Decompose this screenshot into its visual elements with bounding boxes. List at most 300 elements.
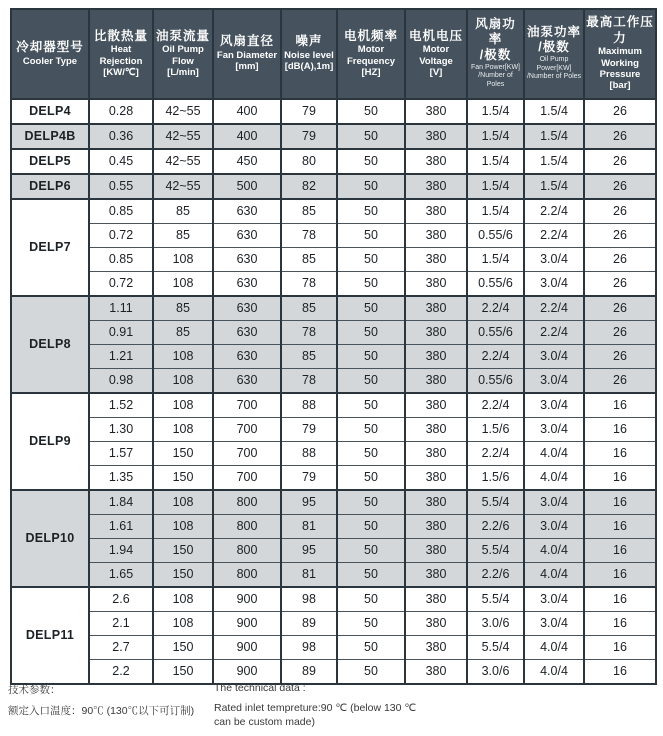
- value-cell-fan-diameter: 700: [213, 465, 281, 490]
- table-row-delp5-1: [11, 149, 656, 174]
- value-cell-motor-voltage: 380: [405, 635, 467, 659]
- value-cell-motor-voltage: 380: [405, 247, 467, 271]
- value-cell-fan-diameter: 900: [213, 611, 281, 635]
- column-header-line: Fan Diameter: [216, 49, 278, 61]
- value-cell-heat-rejection: 2.2: [89, 659, 153, 684]
- value-cell-heat-rejection: 0.91: [89, 320, 153, 344]
- value-cell-fan-power: 5.5/4: [467, 490, 524, 515]
- value-cell-motor-frequency: 50: [337, 490, 405, 515]
- value-cell-heat-rejection: 0.98: [89, 368, 153, 393]
- column-header-oil-pump-flow: [153, 9, 213, 99]
- value-cell-motor-voltage: 380: [405, 296, 467, 321]
- column-header-line: 比散热量: [93, 28, 148, 43]
- value-cell-motor-voltage: 380: [405, 223, 467, 247]
- value-cell-fan-diameter: 630: [213, 368, 281, 393]
- value-cell-heat-rejection: 0.85: [89, 247, 153, 271]
- value-cell-motor-voltage: 380: [405, 174, 467, 199]
- value-cell-oil-pump-power: 3.0/4: [524, 393, 584, 418]
- value-cell-fan-power: 3.0/6: [467, 611, 524, 635]
- value-cell-fan-diameter: 800: [213, 490, 281, 515]
- value-cell-motor-frequency: 50: [337, 393, 405, 418]
- column-header-cooler-type: [11, 9, 89, 99]
- value-cell-oil-pump-power: 3.0/4: [524, 514, 584, 538]
- value-cell-heat-rejection: 2.7: [89, 635, 153, 659]
- value-cell-max-pressure: 26: [584, 124, 656, 149]
- value-cell-oil-pump-flow: 150: [153, 635, 213, 659]
- value-cell-oil-pump-power: 4.0/4: [524, 441, 584, 465]
- value-cell-fan-power: 2.2/4: [467, 441, 524, 465]
- value-cell-noise-level: 79: [281, 417, 337, 441]
- table-row-delp10-3: [11, 538, 656, 562]
- value-cell-fan-diameter: 630: [213, 344, 281, 368]
- value-cell-max-pressure: 16: [584, 393, 656, 418]
- value-cell-fan-diameter: 800: [213, 562, 281, 587]
- value-cell-max-pressure: 26: [584, 271, 656, 296]
- value-cell-fan-diameter: 800: [213, 514, 281, 538]
- value-cell-motor-voltage: 380: [405, 368, 467, 393]
- value-cell-motor-frequency: 50: [337, 271, 405, 296]
- value-cell-oil-pump-power: 1.5/4: [524, 124, 584, 149]
- column-header-line: [HZ]: [361, 66, 381, 78]
- value-cell-noise-level: 78: [281, 271, 337, 296]
- value-cell-noise-level: 85: [281, 247, 337, 271]
- model-cell-delp4b: DELP4B: [11, 124, 89, 149]
- footer-en-line: Rated inlet tempreture:90 ℃ (below 130 ℃ can be custom made): [214, 702, 417, 728]
- value-cell-noise-level: 85: [281, 199, 337, 224]
- column-header-line: /Number of Poles: [526, 73, 582, 81]
- value-cell-fan-power: 0.55/6: [467, 271, 524, 296]
- value-cell-motor-voltage: 380: [405, 514, 467, 538]
- table-header-row: [11, 9, 656, 99]
- column-header-line: Maximum: [598, 46, 642, 58]
- value-cell-fan-diameter: 630: [213, 247, 281, 271]
- table-row-delp9-2: [11, 417, 656, 441]
- column-header-line: Motor Voltage: [419, 44, 453, 67]
- value-cell-motor-frequency: 50: [337, 538, 405, 562]
- value-cell-noise-level: 89: [281, 659, 337, 684]
- value-cell-max-pressure: 26: [584, 344, 656, 368]
- column-header-line: 电机电压: [408, 28, 463, 43]
- value-cell-heat-rejection: 1.11: [89, 296, 153, 321]
- value-cell-fan-power: 2.2/4: [467, 296, 524, 321]
- value-cell-motor-voltage: 380: [405, 199, 467, 224]
- value-cell-oil-pump-flow: 108: [153, 271, 213, 296]
- value-cell-noise-level: 89: [281, 611, 337, 635]
- table-row-delp11-2: [11, 611, 656, 635]
- value-cell-max-pressure: 16: [584, 659, 656, 684]
- column-header-max-pressure: [584, 9, 656, 99]
- footer-notes: [8, 682, 656, 729]
- value-cell-fan-power: 5.5/4: [467, 587, 524, 612]
- value-cell-motor-frequency: 50: [337, 465, 405, 490]
- value-cell-fan-diameter: 630: [213, 296, 281, 321]
- value-cell-heat-rejection: 0.36: [89, 124, 153, 149]
- value-cell-oil-pump-flow: 150: [153, 562, 213, 587]
- model-cell-delp9: DELP9: [11, 393, 89, 490]
- value-cell-noise-level: 95: [281, 490, 337, 515]
- value-cell-fan-power: 0.55/6: [467, 368, 524, 393]
- value-cell-fan-power: 0.55/6: [467, 320, 524, 344]
- value-cell-noise-level: 78: [281, 223, 337, 247]
- value-cell-max-pressure: 16: [584, 514, 656, 538]
- column-header-heat-rejection: [89, 9, 153, 99]
- column-header-oil-pump-power: [524, 9, 584, 99]
- value-cell-fan-power: 1.5/4: [467, 247, 524, 271]
- value-cell-oil-pump-flow: 108: [153, 490, 213, 515]
- column-header-line: Oil Pump: [162, 44, 204, 56]
- value-cell-heat-rejection: 0.28: [89, 99, 153, 124]
- column-header-line: 最高工作压力: [586, 15, 654, 45]
- value-cell-oil-pump-flow: 108: [153, 393, 213, 418]
- value-cell-oil-pump-flow: 42~55: [153, 99, 213, 124]
- value-cell-motor-voltage: 380: [405, 149, 467, 174]
- table-row-delp11-4: [11, 659, 656, 684]
- value-cell-oil-pump-flow: 85: [153, 223, 213, 247]
- value-cell-fan-diameter: 400: [213, 99, 281, 124]
- value-cell-oil-pump-power: 2.2/4: [524, 296, 584, 321]
- model-cell-delp8: DELP8: [11, 296, 89, 393]
- value-cell-motor-frequency: 50: [337, 441, 405, 465]
- value-cell-noise-level: 98: [281, 587, 337, 612]
- value-cell-noise-level: 79: [281, 124, 337, 149]
- column-header-line: /极数: [538, 40, 570, 55]
- value-cell-heat-rejection: 1.35: [89, 465, 153, 490]
- value-cell-noise-level: 80: [281, 149, 337, 174]
- value-cell-motor-frequency: 50: [337, 199, 405, 224]
- value-cell-noise-level: 78: [281, 320, 337, 344]
- value-cell-motor-frequency: 50: [337, 368, 405, 393]
- value-cell-noise-level: 81: [281, 514, 337, 538]
- value-cell-fan-diameter: 500: [213, 174, 281, 199]
- value-cell-fan-diameter: 450: [213, 149, 281, 174]
- value-cell-noise-level: 88: [281, 393, 337, 418]
- value-cell-oil-pump-power: 3.0/4: [524, 417, 584, 441]
- value-cell-max-pressure: 16: [584, 635, 656, 659]
- value-cell-oil-pump-power: 4.0/4: [524, 562, 584, 587]
- value-cell-fan-diameter: 900: [213, 659, 281, 684]
- table-row-delp8-1: [11, 296, 656, 321]
- table-row-delp10-4: [11, 562, 656, 587]
- value-cell-noise-level: 85: [281, 344, 337, 368]
- value-cell-motor-voltage: 380: [405, 490, 467, 515]
- value-cell-oil-pump-flow: 108: [153, 247, 213, 271]
- value-cell-fan-diameter: 700: [213, 417, 281, 441]
- value-cell-oil-pump-power: 3.0/4: [524, 271, 584, 296]
- value-cell-oil-pump-power: 2.2/4: [524, 320, 584, 344]
- value-cell-motor-voltage: 380: [405, 271, 467, 296]
- table-row-delp4b-1: [11, 124, 656, 149]
- value-cell-fan-diameter: 400: [213, 124, 281, 149]
- column-header-line: Cooler Type: [22, 55, 78, 67]
- model-cell-delp7: DELP7: [11, 199, 89, 296]
- value-cell-heat-rejection: 1.61: [89, 514, 153, 538]
- value-cell-oil-pump-flow: 85: [153, 296, 213, 321]
- value-cell-max-pressure: 26: [584, 223, 656, 247]
- value-cell-fan-diameter: 800: [213, 538, 281, 562]
- footer-en-title: The technical data :: [214, 682, 306, 694]
- value-cell-heat-rejection: 1.30: [89, 417, 153, 441]
- value-cell-noise-level: 82: [281, 174, 337, 199]
- value-cell-fan-power: 1.5/4: [467, 99, 524, 124]
- value-cell-max-pressure: 26: [584, 320, 656, 344]
- value-cell-heat-rejection: 0.85: [89, 199, 153, 224]
- value-cell-noise-level: 95: [281, 538, 337, 562]
- value-cell-oil-pump-flow: 42~55: [153, 174, 213, 199]
- model-cell-delp4: DELP4: [11, 99, 89, 124]
- table-row-delp10-2: [11, 514, 656, 538]
- value-cell-fan-power: 3.0/6: [467, 659, 524, 684]
- value-cell-heat-rejection: 1.57: [89, 441, 153, 465]
- value-cell-max-pressure: 26: [584, 247, 656, 271]
- value-cell-fan-diameter: 630: [213, 271, 281, 296]
- column-header-line: [V]: [429, 66, 443, 78]
- value-cell-oil-pump-power: 4.0/4: [524, 465, 584, 490]
- table-row-delp7-4: [11, 271, 656, 296]
- model-cell-delp5: DELP5: [11, 149, 89, 174]
- value-cell-motor-voltage: 380: [405, 441, 467, 465]
- value-cell-oil-pump-flow: 42~55: [153, 124, 213, 149]
- column-header-line: /Number of Poles: [478, 72, 513, 89]
- value-cell-motor-frequency: 50: [337, 247, 405, 271]
- value-cell-max-pressure: 26: [584, 199, 656, 224]
- value-cell-oil-pump-flow: 85: [153, 320, 213, 344]
- value-cell-noise-level: 88: [281, 441, 337, 465]
- footer-cn-line: 额定入口温度：90℃ (130℃以下可订制): [8, 705, 195, 717]
- value-cell-max-pressure: 26: [584, 149, 656, 174]
- footer-chinese-notes: [8, 682, 208, 718]
- value-cell-fan-power: 2.2/6: [467, 514, 524, 538]
- value-cell-oil-pump-power: 1.5/4: [524, 174, 584, 199]
- value-cell-fan-diameter: 700: [213, 441, 281, 465]
- value-cell-motor-frequency: 50: [337, 417, 405, 441]
- value-cell-oil-pump-power: 4.0/4: [524, 659, 584, 684]
- table-row-delp8-4: [11, 368, 656, 393]
- table-row-delp10-1: [11, 490, 656, 515]
- value-cell-motor-frequency: 50: [337, 635, 405, 659]
- column-header-line: Working Pressure: [599, 57, 641, 81]
- value-cell-noise-level: 79: [281, 465, 337, 490]
- value-cell-motor-frequency: 50: [337, 659, 405, 684]
- value-cell-fan-diameter: 630: [213, 223, 281, 247]
- column-header-line: Noise level: [284, 49, 334, 61]
- value-cell-motor-frequency: 50: [337, 174, 405, 199]
- value-cell-motor-voltage: 380: [405, 587, 467, 612]
- value-cell-max-pressure: 26: [584, 99, 656, 124]
- value-cell-oil-pump-power: 2.2/4: [524, 223, 584, 247]
- value-cell-noise-level: 78: [281, 368, 337, 393]
- table-row-delp7-1: [11, 199, 656, 224]
- value-cell-fan-power: 2.2/4: [467, 344, 524, 368]
- column-header-motor-frequency: [337, 9, 405, 99]
- value-cell-oil-pump-flow: 150: [153, 441, 213, 465]
- table-row-delp8-2: [11, 320, 656, 344]
- value-cell-motor-voltage: 380: [405, 393, 467, 418]
- value-cell-oil-pump-flow: 108: [153, 611, 213, 635]
- value-cell-fan-power: 0.55/6: [467, 223, 524, 247]
- column-header-line: Fan Power[KW]: [470, 63, 520, 71]
- value-cell-fan-power: 1.5/6: [467, 417, 524, 441]
- column-header-line: /极数: [479, 48, 512, 63]
- value-cell-oil-pump-power: 4.0/4: [524, 538, 584, 562]
- value-cell-fan-power: 1.5/4: [467, 174, 524, 199]
- model-cell-delp10: DELP10: [11, 490, 89, 587]
- value-cell-noise-level: 79: [281, 99, 337, 124]
- value-cell-fan-power: 5.5/4: [467, 635, 524, 659]
- value-cell-fan-power: 1.5/4: [467, 149, 524, 174]
- column-header-line: [KW/℃]: [103, 66, 139, 78]
- value-cell-motor-frequency: 50: [337, 149, 405, 174]
- value-cell-max-pressure: 26: [584, 368, 656, 393]
- value-cell-heat-rejection: 2.1: [89, 611, 153, 635]
- value-cell-fan-power: 5.5/4: [467, 538, 524, 562]
- value-cell-oil-pump-power: 3.0/4: [524, 611, 584, 635]
- value-cell-oil-pump-flow: 150: [153, 465, 213, 490]
- value-cell-oil-pump-flow: 150: [153, 538, 213, 562]
- value-cell-max-pressure: 16: [584, 611, 656, 635]
- column-header-line: [mm]: [235, 61, 259, 73]
- value-cell-max-pressure: 16: [584, 562, 656, 587]
- value-cell-motor-frequency: 50: [337, 562, 405, 587]
- table-row-delp9-4: [11, 465, 656, 490]
- table-row-delp9-1: [11, 393, 656, 418]
- value-cell-heat-rejection: 1.65: [89, 562, 153, 587]
- column-header-line: [dB(A),1m]: [284, 61, 334, 73]
- value-cell-motor-voltage: 380: [405, 465, 467, 490]
- value-cell-oil-pump-flow: 42~55: [153, 149, 213, 174]
- value-cell-motor-frequency: 50: [337, 223, 405, 247]
- value-cell-max-pressure: 16: [584, 538, 656, 562]
- column-header-noise-level: [281, 9, 337, 99]
- table-row-delp8-3: [11, 344, 656, 368]
- table-row-delp11-1: [11, 587, 656, 612]
- value-cell-heat-rejection: 1.21: [89, 344, 153, 368]
- value-cell-fan-power: 2.2/4: [467, 393, 524, 418]
- value-cell-fan-power: 1.5/4: [467, 199, 524, 224]
- table-row-delp7-3: [11, 247, 656, 271]
- value-cell-heat-rejection: 1.52: [89, 393, 153, 418]
- value-cell-noise-level: 98: [281, 635, 337, 659]
- value-cell-oil-pump-power: 1.5/4: [524, 149, 584, 174]
- value-cell-motor-voltage: 380: [405, 124, 467, 149]
- value-cell-motor-voltage: 380: [405, 659, 467, 684]
- value-cell-heat-rejection: 1.94: [89, 538, 153, 562]
- value-cell-motor-frequency: 50: [337, 344, 405, 368]
- value-cell-oil-pump-flow: 108: [153, 514, 213, 538]
- value-cell-motor-frequency: 50: [337, 514, 405, 538]
- value-cell-max-pressure: 26: [584, 174, 656, 199]
- column-header-line: Oil Pump Power[KW]: [536, 55, 572, 72]
- value-cell-heat-rejection: 0.72: [89, 223, 153, 247]
- column-header-line: 风扇直径: [219, 34, 274, 49]
- value-cell-oil-pump-flow: 85: [153, 199, 213, 224]
- column-header-line: [bar]: [609, 80, 631, 92]
- table-row-delp9-3: [11, 441, 656, 465]
- value-cell-motor-frequency: 50: [337, 587, 405, 612]
- value-cell-max-pressure: 16: [584, 465, 656, 490]
- value-cell-fan-diameter: 630: [213, 320, 281, 344]
- column-header-line: 冷却器型号: [16, 39, 84, 54]
- model-cell-delp6: DELP6: [11, 174, 89, 199]
- value-cell-oil-pump-power: 3.0/4: [524, 344, 584, 368]
- column-header-fan-power: [467, 9, 524, 99]
- value-cell-oil-pump-power: 3.0/4: [524, 368, 584, 393]
- value-cell-motor-frequency: 50: [337, 296, 405, 321]
- value-cell-motor-frequency: 50: [337, 124, 405, 149]
- value-cell-fan-power: 1.5/4: [467, 124, 524, 149]
- value-cell-oil-pump-power: 1.5/4: [524, 99, 584, 124]
- footer-english-notes: [214, 682, 429, 729]
- value-cell-motor-voltage: 380: [405, 538, 467, 562]
- value-cell-heat-rejection: 1.84: [89, 490, 153, 515]
- value-cell-oil-pump-flow: 150: [153, 659, 213, 684]
- value-cell-oil-pump-flow: 108: [153, 587, 213, 612]
- column-header-line: 风扇功率: [475, 16, 516, 47]
- value-cell-oil-pump-flow: 108: [153, 417, 213, 441]
- footer-cn-title: 技术参数：: [8, 684, 61, 696]
- column-header-line: Motor Frequency: [346, 44, 396, 67]
- value-cell-fan-diameter: 700: [213, 393, 281, 418]
- value-cell-oil-pump-power: 3.0/4: [524, 587, 584, 612]
- value-cell-noise-level: 81: [281, 562, 337, 587]
- value-cell-oil-pump-power: 3.0/4: [524, 490, 584, 515]
- column-header-fan-diameter: [213, 9, 281, 99]
- value-cell-fan-power: 1.5/6: [467, 465, 524, 490]
- value-cell-oil-pump-flow: 108: [153, 344, 213, 368]
- column-header-line: Heat Rejection: [99, 44, 143, 67]
- value-cell-heat-rejection: 0.45: [89, 149, 153, 174]
- value-cell-heat-rejection: 0.72: [89, 271, 153, 296]
- value-cell-noise-level: 85: [281, 296, 337, 321]
- table-row-delp11-3: [11, 635, 656, 659]
- value-cell-max-pressure: 16: [584, 587, 656, 612]
- value-cell-motor-voltage: 380: [405, 344, 467, 368]
- value-cell-motor-frequency: 50: [337, 320, 405, 344]
- value-cell-fan-power: 2.2/6: [467, 562, 524, 587]
- table-row-delp4-1: [11, 99, 656, 124]
- value-cell-oil-pump-flow: 108: [153, 368, 213, 393]
- value-cell-motor-voltage: 380: [405, 320, 467, 344]
- column-header-motor-voltage: [405, 9, 467, 99]
- value-cell-max-pressure: 16: [584, 441, 656, 465]
- value-cell-oil-pump-power: 3.0/4: [524, 247, 584, 271]
- value-cell-fan-diameter: 900: [213, 587, 281, 612]
- value-cell-oil-pump-power: 2.2/4: [524, 199, 584, 224]
- value-cell-oil-pump-power: 4.0/4: [524, 635, 584, 659]
- value-cell-motor-voltage: 380: [405, 562, 467, 587]
- value-cell-max-pressure: 16: [584, 417, 656, 441]
- value-cell-heat-rejection: 2.6: [89, 587, 153, 612]
- column-header-line: [L/min]: [167, 66, 199, 78]
- value-cell-heat-rejection: 0.55: [89, 174, 153, 199]
- table-row-delp6-1: [11, 174, 656, 199]
- column-header-line: 电机频率: [343, 28, 398, 43]
- value-cell-fan-diameter: 900: [213, 635, 281, 659]
- value-cell-fan-diameter: 630: [213, 199, 281, 224]
- value-cell-max-pressure: 26: [584, 296, 656, 321]
- column-header-line: 噪声: [295, 34, 323, 49]
- value-cell-motor-voltage: 380: [405, 611, 467, 635]
- value-cell-max-pressure: 16: [584, 490, 656, 515]
- value-cell-motor-voltage: 380: [405, 99, 467, 124]
- model-cell-delp11: DELP11: [11, 587, 89, 684]
- table-row-delp7-2: [11, 223, 656, 247]
- column-header-line: 油泵功率: [526, 24, 581, 39]
- value-cell-motor-frequency: 50: [337, 611, 405, 635]
- cooler-spec-table: [10, 8, 657, 685]
- column-header-line: 油泵流量: [155, 28, 210, 43]
- value-cell-motor-frequency: 50: [337, 99, 405, 124]
- column-header-line: Flow: [172, 55, 194, 67]
